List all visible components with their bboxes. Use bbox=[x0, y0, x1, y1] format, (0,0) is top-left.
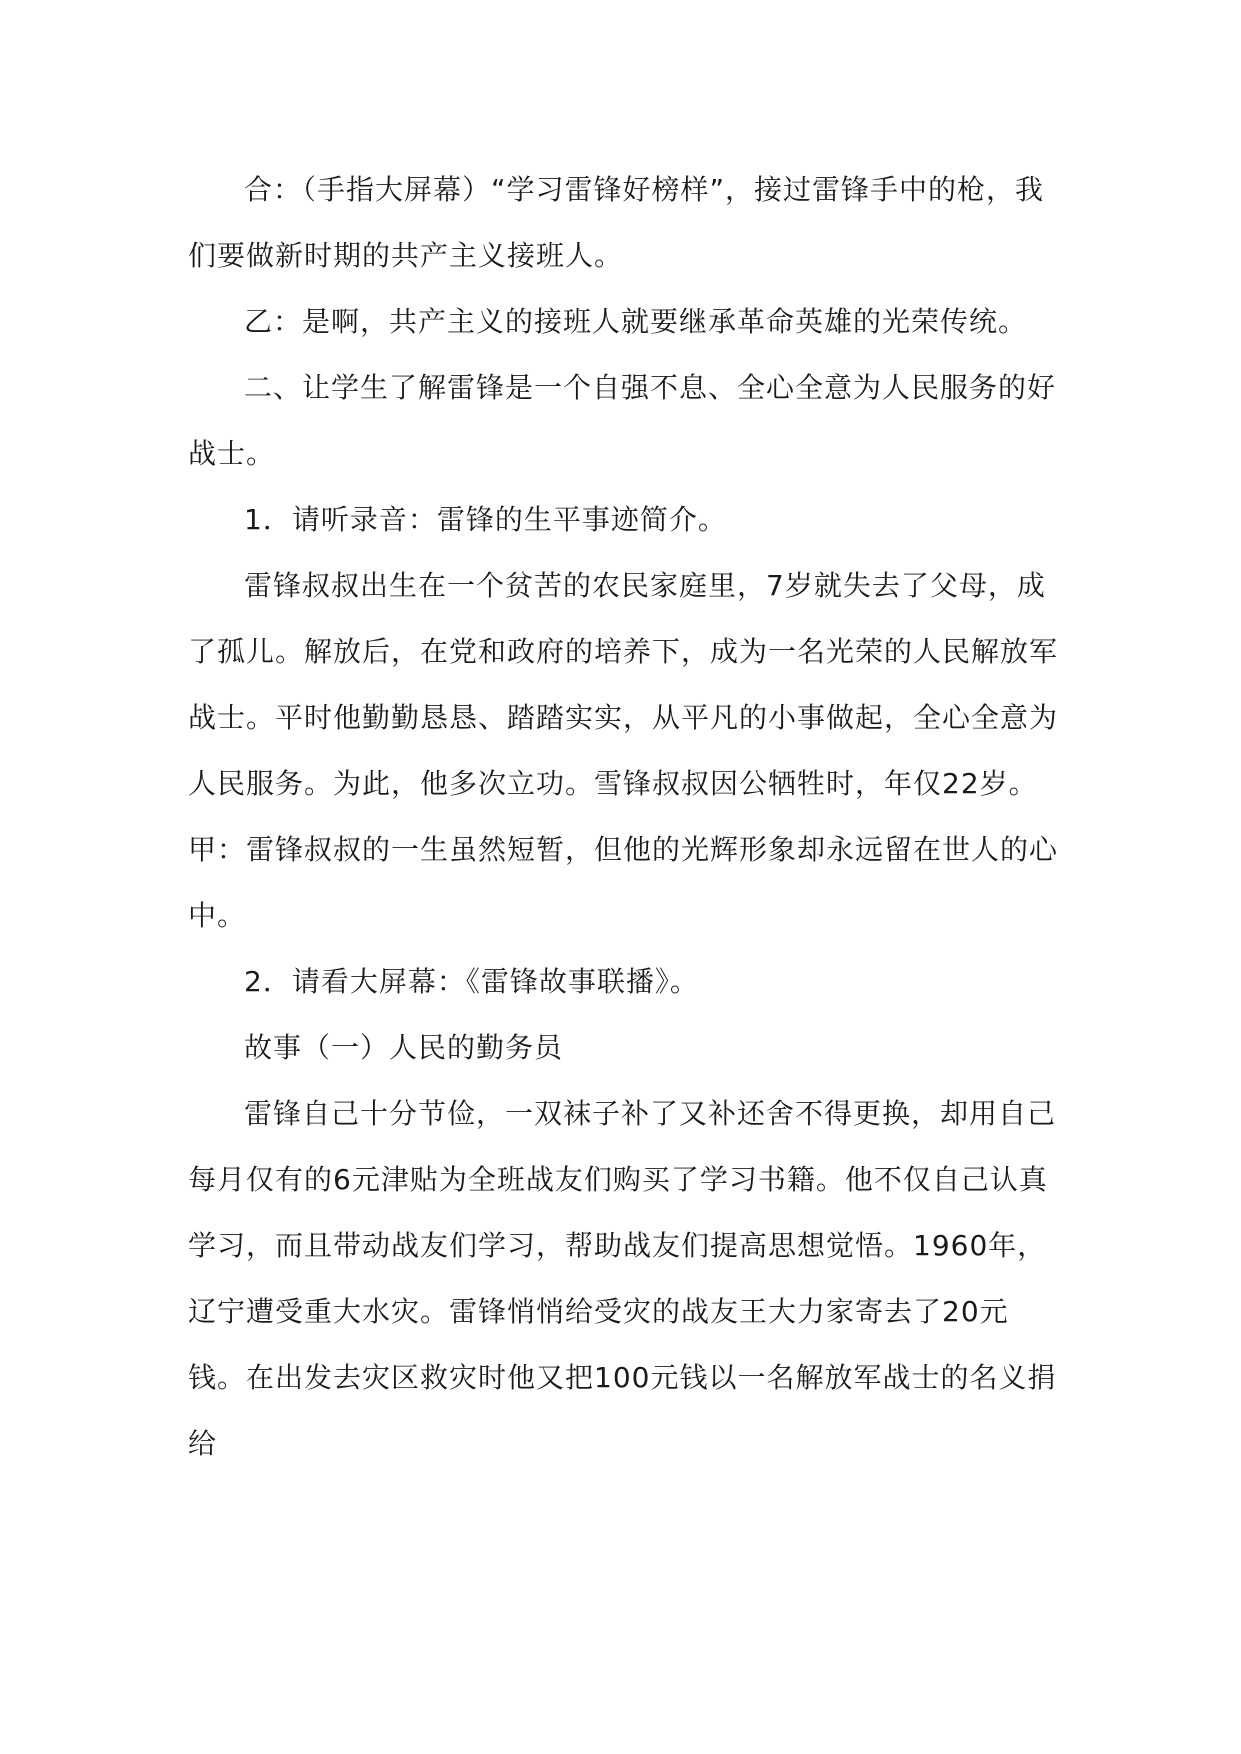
paragraph-3: 二、让学生了解雷锋是一个自强不息、全心全意为人民服务的好战士。 bbox=[188, 371, 1057, 470]
paragraph-5: 雷锋叔叔出生在一个贫苦的农民家庭里，7岁就失去了父母，成了孤儿。解放后，在党和政府的培养下，成为一名光荣的人民解放军战士。平时他勤勤恳恳、踏踏实实，从平凡的小事做起，全心全意为人民服务。为此，他多次立功。雪锋叔叔因公牺牲时，年仅22岁。 bbox=[188, 569, 1059, 800]
paragraph-8: 故事（一）人民的勤务员 bbox=[244, 1031, 564, 1064]
paragraph-2: 乙：是啊，共产主义的接班人就要继承革命英雄的光荣传统。 bbox=[244, 305, 1028, 338]
paragraph-7: 2．请看大屏幕：《雷锋故事联播》。 bbox=[244, 965, 699, 998]
paragraph-9: 雷锋自己十分节俭，一双袜子补了又补还舍不得更换，却用自己每月仅有的6元津贴为全班战友们购买了学习书籍。他不仅自己认真学习，而且带动战友们学习，帮助战友们提高思想觉悟。1960年，辽宁遭受重大水灾。雷锋悄悄给受灾的战友王大力家寄去了20元钱。在出发去灾区救灾时他又把100元钱以一名解放军战士的名义捐给 bbox=[188, 1097, 1057, 1460]
paragraph-1: 合：（手指大屏幕）“学习雷锋好榜样”，接过雷锋手中的枪，我们要做新时期的共产主义接班人。 bbox=[188, 173, 1045, 272]
paragraph-6: 甲：雷锋叔叔的一生虽然短暂，但他的光辉形象却永远留在世人的心中。 bbox=[188, 833, 1059, 932]
paragraph-4: 1．请听录音：雷锋的生平事迹简介。 bbox=[244, 503, 727, 536]
document-body bbox=[188, 157, 1058, 1477]
